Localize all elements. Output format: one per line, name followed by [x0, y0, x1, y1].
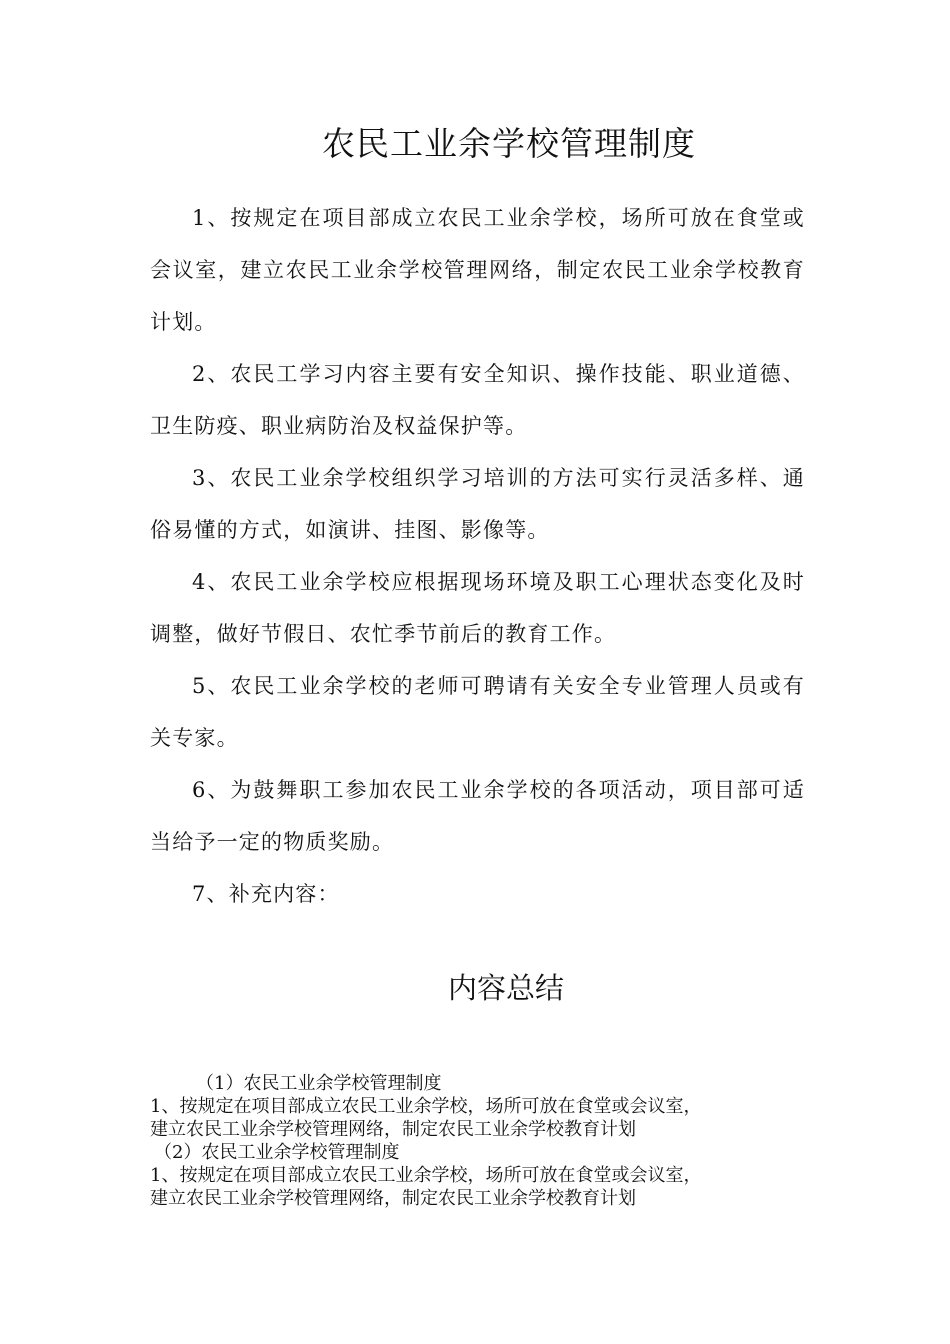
paragraph-7: 7、补充内容：: [192, 882, 340, 906]
summary-line: 建立农民工业余学校管理网络，制定农民工业余学校教育计划: [150, 1188, 636, 1209]
paragraph-3: 3、农民工业余学校组织学习培训的方法可实行灵活多样、通俗易懂的方式，如演讲、挂图、影像等。: [150, 466, 805, 542]
summary-line: 建立农民工业余学校管理网络，制定农民工业余学校教育计划: [150, 1119, 636, 1140]
document-title: 农民工业余学校管理制度: [322, 124, 696, 163]
summary-title: 内容总结: [447, 971, 564, 1005]
paragraph-1: 1、按规定在项目部成立农民工业余学校，场所可放在食堂或会议室，建立农民工业余学校管理网络，制定农民工业余学校教育计划。: [150, 206, 805, 334]
summary-line: 1、按规定在项目部成立农民工业余学校，场所可放在食堂或会议室，: [150, 1096, 702, 1117]
paragraph-2: 2、农民工学习内容主要有安全知识、操作技能、职业道德、卫生防疫、职业病防治及权益保护等。: [150, 362, 805, 438]
paragraph-4: 4、农民工业余学校应根据现场环境及职工心理状态变化及时调整，做好节假日、农忙季节前后的教育工作。: [150, 570, 805, 646]
paragraph-5: 5、农民工业余学校的老师可聘请有关安全专业管理人员或有关专家。: [150, 674, 805, 750]
paragraph-6: 6、为鼓舞职工参加农民工业余学校的各项活动，项目部可适当给予一定的物质奖励。: [150, 778, 805, 854]
summary-section: [150, 1072, 830, 1210]
summary-line: （1）农民工业余学校管理制度: [196, 1073, 442, 1094]
summary-line: （2）农民工业余学校管理制度: [154, 1142, 400, 1163]
document-body: [150, 192, 805, 920]
summary-line: 1、按规定在项目部成立农民工业余学校，场所可放在食堂或会议室，: [150, 1165, 702, 1186]
